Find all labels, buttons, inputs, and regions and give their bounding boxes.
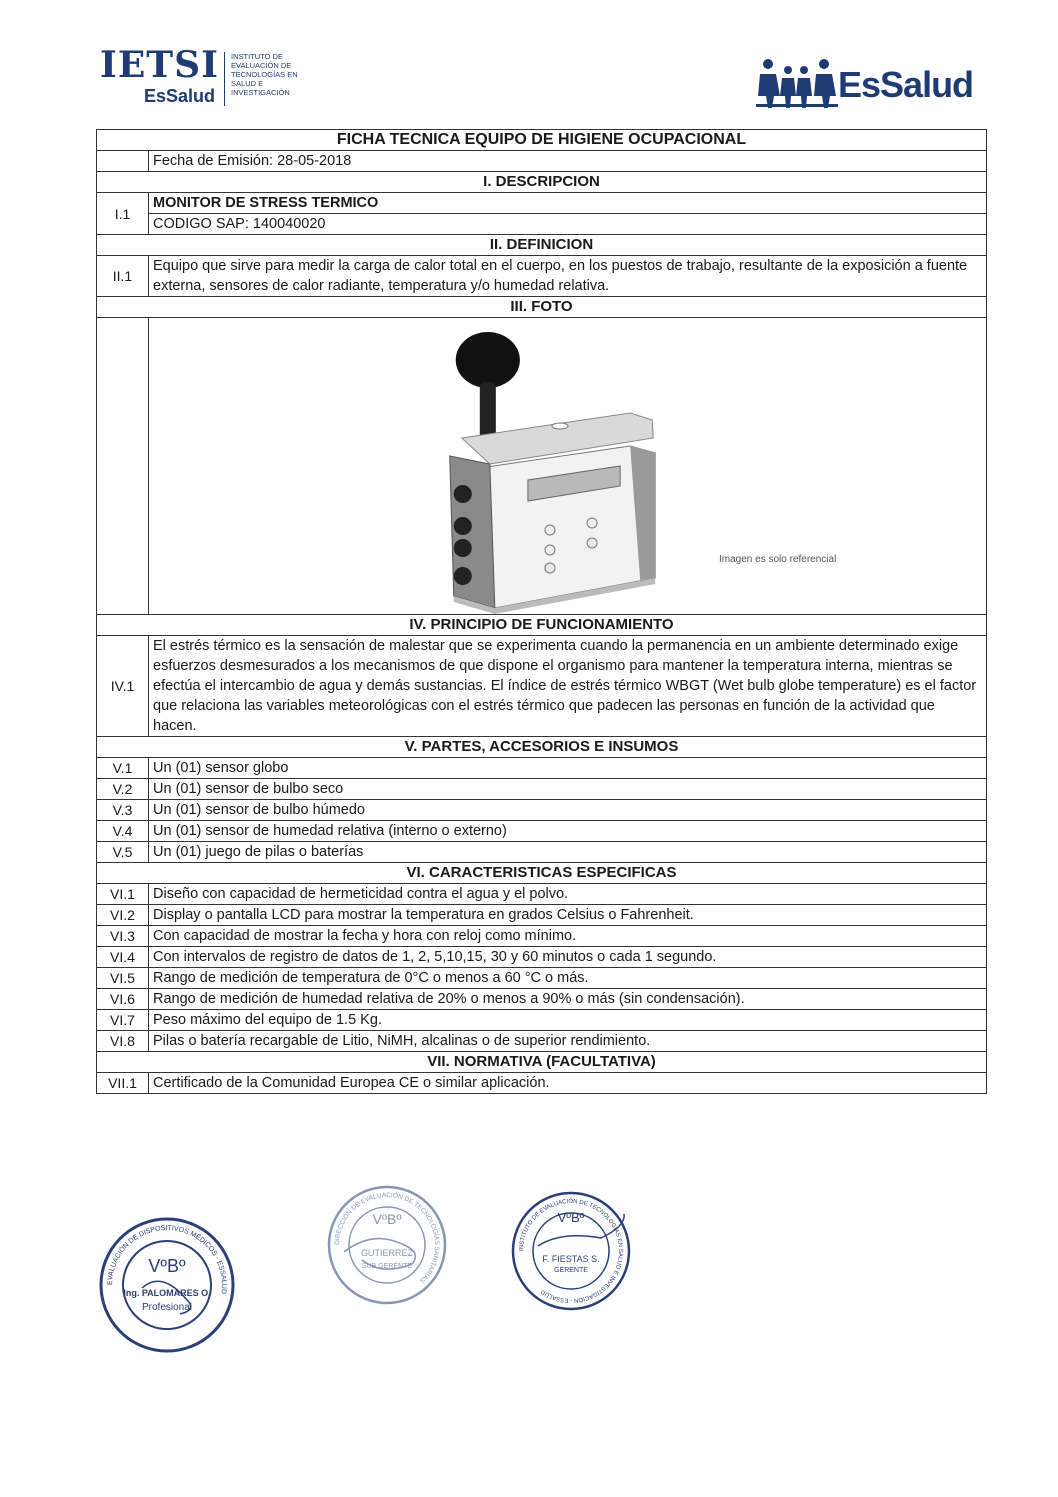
stamp-3-ring: INSTITUTO DE EVALUACIÓN DE TECNOLOGÍAS EN SALUD E INVESTIGACIÓN - ESSALUD <box>518 1198 624 1304</box>
item-text: Un (01) juego de pilas o baterías <box>149 842 987 863</box>
section-heading-principio: IV. PRINCIPIO DE FUNCIONAMIENTO <box>97 615 987 636</box>
section-heading-row <box>97 1052 987 1073</box>
item-text: Diseño con capacidad de hermeticidad contra el agua y el polvo. <box>149 884 987 905</box>
page-header <box>0 0 1058 120</box>
stamp-2-vb: VºBº <box>372 1211 402 1227</box>
ietsi-institute-name: INSTITUTO DE EVALUACIÓN DE TECNOLOGÍAS EN SALUD E INVESTIGACIÓN <box>231 52 298 97</box>
definition-text: Equipo que sirve para medir la carga de calor total en el cuerpo, en los puestos de trabajo, resultante de la exposición a fuente externa, sensores de calor radiante, temperatura y/o humedad relativa. <box>149 256 987 297</box>
essalud-wordmark: EsSalud <box>838 64 974 105</box>
stamp-1-ring: EVALUACIÓN DE DISPOSITIVOS MÉDICOS - ESSALUD <box>106 1224 228 1295</box>
item-code: VI.3 <box>97 926 149 947</box>
photo-caption: Imagen es solo referencial <box>719 554 837 565</box>
item-code: V.4 <box>97 821 149 842</box>
empty-cell <box>97 318 149 615</box>
item-text: Pilas o batería recargable de Litio, NiMH, alcalinas o de superior rendimiento. <box>149 1031 987 1052</box>
table-row <box>97 800 987 821</box>
table-row <box>97 1010 987 1031</box>
section-heading-row <box>97 737 987 758</box>
table-row <box>97 842 987 863</box>
approval-stamp-3 <box>506 1186 636 1316</box>
item-text: Un (01) sensor de humedad relativa (interno o externo) <box>149 821 987 842</box>
table-row <box>97 905 987 926</box>
ietsi-logo-wordmark: IETSI <box>100 44 219 86</box>
item-code: VI.7 <box>97 1010 149 1031</box>
item-text: Peso máximo del equipo de 1.5 Kg. <box>149 1010 987 1031</box>
item-code: VI.4 <box>97 947 149 968</box>
table-row <box>97 947 987 968</box>
table-row <box>97 968 987 989</box>
section-heading-definicion: II. DEFINICION <box>97 235 987 256</box>
section-heading-partes: V. PARTES, ACCESORIOS E INSUMOS <box>97 737 987 758</box>
table-row <box>97 989 987 1010</box>
thermal-stress-monitor-image <box>149 318 986 614</box>
item-text: Rango de medición de humedad relativa de 20% o menos a 90% o más (sin condensación). <box>149 989 987 1010</box>
item-text: Con intervalos de registro de datos de 1, 2, 5,10,15, 30 y 60 minutos o cada 1 segundo. <box>149 947 987 968</box>
section-heading-normativa: VII. NORMATIVA (FACULTATIVA) <box>97 1052 987 1073</box>
section-heading-row <box>97 615 987 636</box>
principle-text: El estrés térmico es la sensación de malestar que se experimenta cuando la permanencia en un ambiente determinado exige esfuerzos desmesurados a los mecanismos de que dispone el organismo para mantener la temperatura interna, mientras se efectúa el intercambio de agua y demás sustancias. El índice de estrés térmico WBGT (Wet bulb globe temperature) es el factor que relaciona las variables meteorológicas con el estrés térmico que padecen las personas en función de la actividad que hacen. <box>149 636 987 737</box>
stamp-2-ring: DIRECCIÓN DE EVALUACIÓN DE TECNOLOGÍAS SANITARIAS <box>333 1191 441 1285</box>
item-code: V.5 <box>97 842 149 863</box>
sap-code: CODIGO SAP: 140040020 <box>149 214 987 235</box>
empty-cell <box>97 151 149 172</box>
essalud-logo <box>756 56 986 112</box>
title-row <box>97 130 987 151</box>
table-row <box>97 779 987 800</box>
stamp-3-role: GERENTE <box>554 1267 588 1274</box>
item-code: VI.8 <box>97 1031 149 1052</box>
approval-stamp-1 <box>92 1210 242 1360</box>
table-row <box>97 758 987 779</box>
item-code: IV.1 <box>97 636 149 737</box>
section-heading-row <box>97 863 987 884</box>
item-code: II.1 <box>97 256 149 297</box>
stamp-1-vb: VºBº <box>148 1256 186 1276</box>
item-text: Un (01) sensor de bulbo húmedo <box>149 800 987 821</box>
item-text: Con capacidad de mostrar la fecha y hora con reloj como mínimo. <box>149 926 987 947</box>
table-row <box>97 256 987 297</box>
item-text: Certificado de la Comunidad Europea CE o similar aplicación. <box>149 1073 987 1094</box>
ietsi-logo-divider <box>224 52 225 106</box>
stamp-1-role: Profesional <box>141 1302 193 1313</box>
section-heading-caracteristicas: VI. CARACTERISTICAS ESPECIFICAS <box>97 863 987 884</box>
item-text: Rango de medición de temperatura de 0°C o menos a 60 °C o más. <box>149 968 987 989</box>
section-heading-row <box>97 172 987 193</box>
document-title: FICHA TECNICA EQUIPO DE HIGIENE OCUPACIONAL <box>97 130 987 151</box>
item-code: VI.6 <box>97 989 149 1010</box>
stamp-2-name: GUTIERREZ <box>360 1248 414 1258</box>
item-code: VII.1 <box>97 1073 149 1094</box>
item-code: VI.5 <box>97 968 149 989</box>
equipment-name: MONITOR DE STRESS TERMICO <box>149 193 987 214</box>
issue-date: Fecha de Emisión: 28-05-2018 <box>149 151 987 172</box>
technical-sheet-table <box>96 129 987 1094</box>
item-text: Un (01) sensor globo <box>149 758 987 779</box>
table-row <box>97 1073 987 1094</box>
section-heading-foto: III. FOTO <box>97 297 987 318</box>
stamp-2-role: SUB GERENTE <box>361 1263 413 1270</box>
item-code: VI.2 <box>97 905 149 926</box>
stamp-3-vb: VºBº <box>557 1210 585 1225</box>
section-heading-row <box>97 235 987 256</box>
item-code: V.3 <box>97 800 149 821</box>
item-code: I.1 <box>97 193 149 235</box>
table-row <box>97 636 987 737</box>
stamp-1-name: Ing. PALOMARES O. <box>123 1288 211 1298</box>
item-code: VI.1 <box>97 884 149 905</box>
issue-date-row <box>97 151 987 172</box>
stamp-3-name: F. FIESTAS S. <box>542 1254 600 1264</box>
ietsi-logo-essalud: EsSalud <box>144 86 216 106</box>
table-row <box>97 821 987 842</box>
ietsi-logo <box>100 44 310 112</box>
item-code: V.2 <box>97 779 149 800</box>
family-figures-icon <box>756 56 838 108</box>
section-heading-row <box>97 297 987 318</box>
photo-cell <box>149 318 987 615</box>
table-row <box>97 926 987 947</box>
section-heading-descripcion: I. DESCRIPCION <box>97 172 987 193</box>
table-row <box>97 214 987 235</box>
item-text: Display o pantalla LCD para mostrar la temperatura en grados Celsius o Fahrenheit. <box>149 905 987 926</box>
table-row <box>97 1031 987 1052</box>
item-text: Un (01) sensor de bulbo seco <box>149 779 987 800</box>
table-row <box>97 193 987 214</box>
photo-row <box>97 318 987 615</box>
table-row <box>97 884 987 905</box>
approval-stamp-2 <box>322 1180 452 1310</box>
item-code: V.1 <box>97 758 149 779</box>
